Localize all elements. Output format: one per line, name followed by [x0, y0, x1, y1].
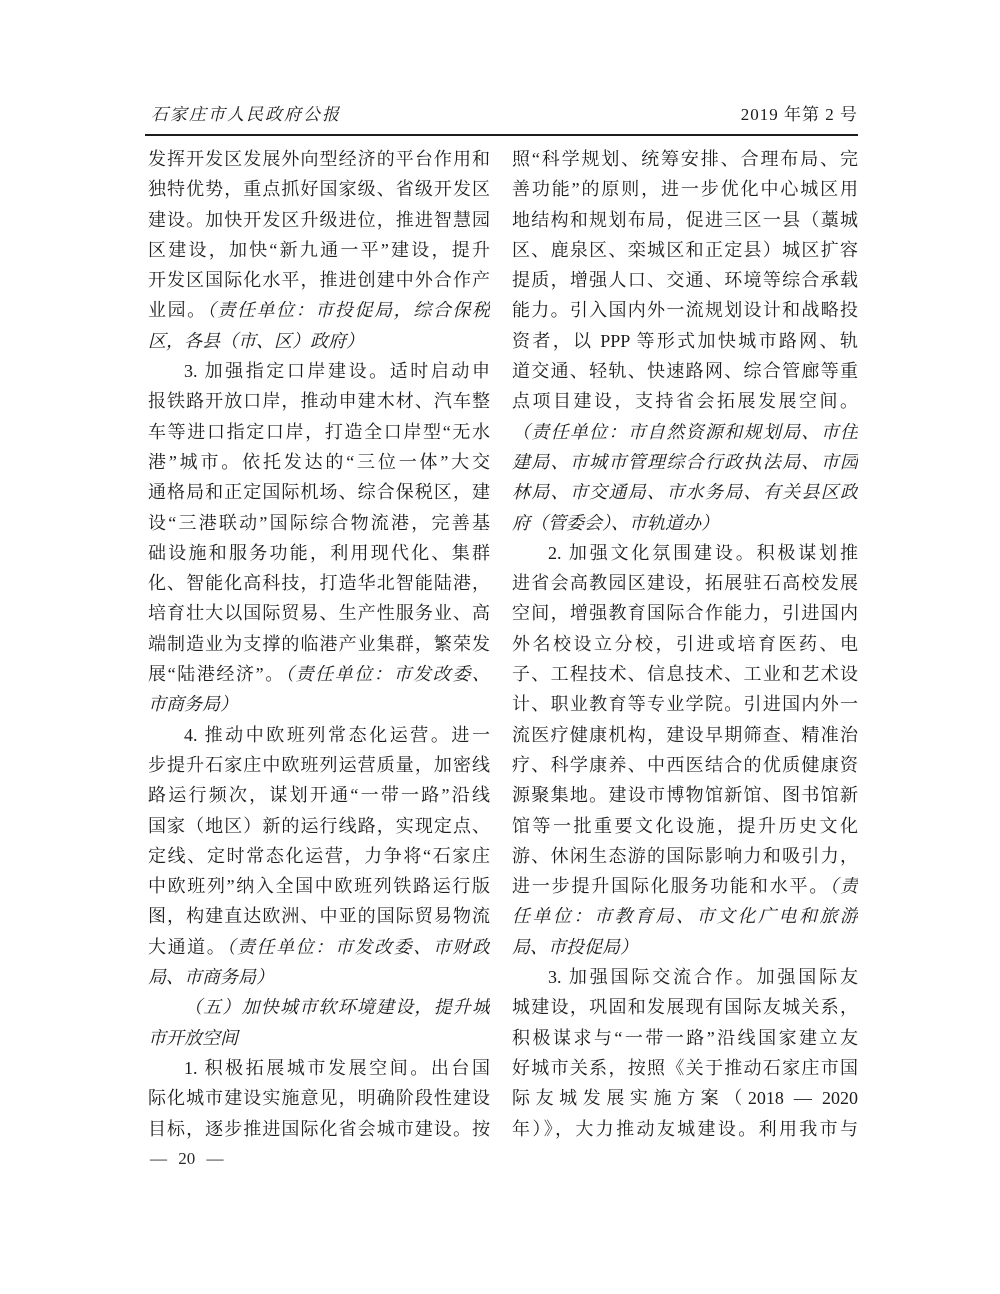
- body-text: 础设施和服务功能，利用现代化、集群: [148, 542, 490, 563]
- column-left: [148, 144, 490, 1144]
- text-line: [512, 629, 858, 659]
- body-text: 子、工程技术、信息技术、工业和艺术设: [512, 664, 858, 685]
- text-line: [512, 205, 858, 235]
- text-line: [512, 447, 858, 477]
- publication-title: 石家庄市人民政府公报: [151, 105, 341, 124]
- text-line: [512, 750, 858, 780]
- body-text: 能力。引入国内外一流规划设计和战略投: [512, 300, 858, 321]
- text-line: [148, 508, 490, 538]
- text-line: [512, 265, 858, 295]
- body-text: 目标，逐步推进国际化省会城市建设。按: [148, 1118, 490, 1139]
- text-line: [148, 144, 490, 174]
- text-line: [148, 477, 490, 507]
- responsibility-note-text: 市开放空间: [148, 1027, 238, 1048]
- text-line: [512, 538, 858, 568]
- text-line: [512, 417, 858, 447]
- text-line: [148, 417, 490, 447]
- page-header: [145, 100, 858, 136]
- body-text: 流医疗健康机构，建设早期筛查、精准治: [512, 724, 858, 745]
- body-text: 端制造业为支撑的临港产业集群，繁荣发: [148, 633, 490, 654]
- text-line: [148, 901, 490, 931]
- responsibility-note-text: 任单位：市教育局、市文化广电和旅游: [512, 906, 858, 927]
- body-text: 积极谋求与“一带一路”沿线国家建立友: [512, 1027, 858, 1048]
- text-line: [512, 326, 858, 356]
- text-line: [512, 1023, 858, 1053]
- text-line: [512, 962, 858, 992]
- text-line: [148, 871, 490, 901]
- responsibility-note-text: 区，各县（市、区）政府）: [148, 330, 364, 351]
- text-line: [148, 750, 490, 780]
- responsibility-note-text: （责任单位：市自然资源和规划局、市住: [512, 421, 858, 442]
- text-line: [512, 386, 858, 416]
- text-line: [148, 538, 490, 568]
- responsibility-note-text: 局、市投促局）: [512, 936, 638, 957]
- text-line: [512, 508, 858, 538]
- body-text: 3. 加强国际交流合作。加强国际友: [548, 967, 858, 988]
- text-line: [512, 871, 858, 901]
- text-line: [512, 689, 858, 719]
- text-line: [148, 447, 490, 477]
- text-line: [512, 477, 858, 507]
- body-text: 建设。加快开发区升级进位，推进智慧园: [148, 209, 490, 230]
- responsibility-note-text: 林局、市交通局、市水务局、有关县区政: [512, 482, 858, 503]
- text-line: [512, 992, 858, 1022]
- body-text: 好城市关系，按照《关于推动石家庄市国: [512, 1057, 858, 1078]
- text-line: [148, 992, 490, 1022]
- responsibility-note-text: 建局、市城市管理综合行政执法局、市园: [512, 451, 858, 472]
- text-line: [148, 174, 490, 204]
- text-line: [512, 568, 858, 598]
- body-text: 设“三港联动”国际综合物流港，完善基: [148, 512, 490, 533]
- body-text: 3. 加强指定口岸建设。适时启动申: [184, 361, 490, 382]
- body-text: 业园。: [148, 300, 207, 321]
- text-line: [512, 144, 858, 174]
- responsibility-note-text: 局、市商务局）: [148, 967, 274, 988]
- text-line: [512, 174, 858, 204]
- body-text: 区建设，加快“新九通一平”建设，提升: [148, 239, 490, 260]
- text-line: [148, 780, 490, 810]
- text-line: [148, 356, 490, 386]
- text-line: [148, 841, 490, 871]
- body-text: 开发区国际化水平，推进创建中外合作产: [148, 270, 490, 291]
- text-line: [148, 629, 490, 659]
- text-line: [512, 932, 858, 962]
- text-line: [512, 659, 858, 689]
- text-line: [148, 205, 490, 235]
- column-right: [512, 144, 858, 1144]
- text-line: [512, 295, 858, 325]
- text-line: [148, 265, 490, 295]
- body-text: 照“科学规划、统筹安排、合理布局、完: [512, 149, 858, 169]
- body-text: 年）》，大力推动友城建设。利用我市与: [512, 1118, 858, 1139]
- text-line: [512, 720, 858, 750]
- issue-number: 2019 年第 2 号: [740, 105, 858, 124]
- text-line: [148, 720, 490, 750]
- body-text: 展“陆港经济”。: [148, 664, 285, 685]
- body-text: 馆等一批重要文化设施，提升历史文化: [512, 815, 858, 836]
- responsibility-note-text: 市商务局）: [148, 694, 238, 715]
- body-text: 路运行频次，谋划开通“一带一路”沿线: [148, 785, 490, 806]
- text-line: [148, 235, 490, 265]
- text-line: [512, 1083, 858, 1113]
- body-text: 中欧班列”纳入全国中欧班列铁路运行版: [148, 876, 490, 897]
- body-text: 进一步提升国际化服务功能和水平。: [512, 876, 830, 897]
- body-text: 2. 加强文化氛围建设。积极谋划推: [548, 542, 858, 563]
- body-text: 道交通、轻轨、快速路网、综合管廊等重: [512, 361, 858, 382]
- text-line: [148, 295, 490, 325]
- text-line: [148, 568, 490, 598]
- text-line: [148, 811, 490, 841]
- text-line: [148, 386, 490, 416]
- body-text: 善功能”的原则，进一步优化中心城区用: [512, 179, 858, 200]
- responsibility-note-text: （责任单位：市投促局，综合保税: [206, 300, 490, 321]
- text-line: [148, 1114, 490, 1144]
- body-text: 国家（地区）新的运行线路，实现定点、: [148, 815, 490, 836]
- text-line: [148, 932, 490, 962]
- responsibility-note-text: （责任单位：市发改委、市财政: [226, 936, 490, 957]
- page-number: — 20 —: [150, 1149, 224, 1168]
- body-text: 培育壮大以国际贸易、生产性服务业、高: [148, 603, 490, 624]
- body-text: 计、职业教育等专业学院。引进国内外一: [512, 694, 858, 715]
- body-text: 疗、科学康养、中西医结合的优质健康资: [512, 754, 858, 775]
- text-line: [148, 659, 490, 689]
- body-text: 际化城市建设实施意见，明确阶段性建设: [148, 1088, 490, 1109]
- responsibility-note-text: （责: [829, 876, 858, 897]
- body-text: 4. 推动中欧班列常态化运营。进一: [184, 724, 490, 745]
- text-line: [148, 1083, 490, 1113]
- body-text: 化、智能化高科技，打造华北智能陆港，: [148, 573, 490, 594]
- text-line: [512, 1053, 858, 1083]
- body-text: 地结构和规划布局，促进三区一县（藁城: [512, 209, 858, 230]
- responsibility-note-text: （责任单位：市发改委、: [284, 664, 490, 685]
- body-text: 源聚集地。建设市博物馆新馆、图书馆新: [512, 785, 858, 806]
- body-text: 游、休闲生态游的国际影响力和吸引力，: [512, 845, 858, 866]
- body-text: 提质，增强人口、交通、环境等综合承载: [512, 270, 858, 291]
- text-line: [512, 1114, 858, 1144]
- body-text: 区、鹿泉区、栾城区和正定县）城区扩容: [512, 239, 858, 260]
- body-text: 点项目建设，支持省会拓展发展空间。: [512, 391, 858, 412]
- body-text: 步提升石家庄中欧班列运营质量，加密线: [148, 754, 490, 775]
- body-text: 定线、定时常态化运营，力争将“石家庄: [148, 845, 490, 866]
- body-text: 独特优势，重点抓好国家级、省级开发区: [148, 179, 490, 200]
- text-line: [512, 356, 858, 386]
- text-line: [512, 901, 858, 931]
- body-text: 报铁路开放口岸，推动申建木材、汽车整: [148, 391, 490, 412]
- text-line: [148, 1053, 490, 1083]
- text-line: [512, 841, 858, 871]
- text-line: [148, 1023, 490, 1053]
- body-text: 发挥开发区发展外向型经济的平台作用和: [148, 149, 490, 169]
- body-text: 图，构建直达欧洲、中亚的国际贸易物流: [148, 906, 490, 927]
- text-line: [148, 962, 490, 992]
- responsibility-note-text: 府（管委会）、市轨道办）: [512, 512, 719, 533]
- body-text: 城建设，巩固和发展现有国际友城关系，: [512, 997, 858, 1018]
- text-line: [148, 598, 490, 628]
- text-line: [512, 598, 858, 628]
- text-line: [148, 326, 490, 356]
- responsibility-note-text: （五）加快城市软环境建设，提升城: [184, 997, 490, 1018]
- body-text: 大通道。: [148, 936, 227, 957]
- body-text: 港”城市。依托发达的“三位一体”大交: [148, 451, 490, 472]
- body-text: 资者，以 PPP 等形式加快城市路网、轨: [512, 330, 858, 351]
- body-text: 车等进口指定口岸，打造全口岸型“无水: [148, 421, 490, 442]
- body-text: 通格局和正定国际机场、综合保税区，建: [148, 482, 490, 503]
- body-text: 外名校设立分校，引进或培育医药、电: [512, 633, 858, 654]
- text-line: [512, 235, 858, 265]
- text-line: [512, 780, 858, 810]
- body-text: 际友城发展实施方案（2018 — 2020: [512, 1088, 858, 1109]
- body-text: 进省会高教园区建设，拓展驻石高校发展: [512, 573, 858, 594]
- body-text: 1. 积极拓展城市发展空间。出台国: [184, 1057, 490, 1078]
- text-line: [512, 811, 858, 841]
- body-text: 空间，增强教育国际合作能力，引进国内: [512, 603, 858, 624]
- text-line: [148, 689, 490, 719]
